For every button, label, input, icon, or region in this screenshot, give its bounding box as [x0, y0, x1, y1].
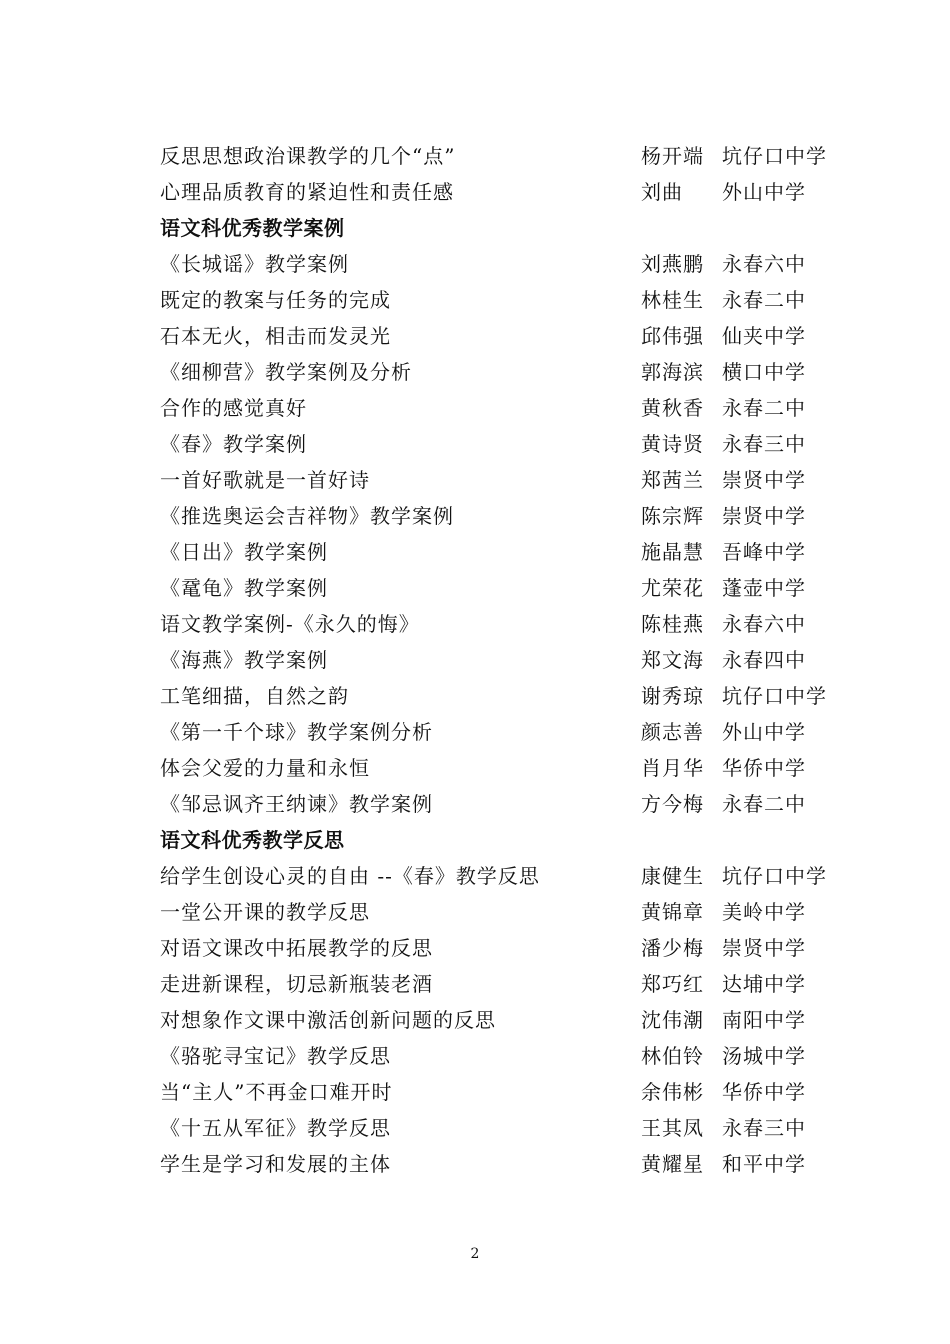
- school-name: 蓬壶中学: [722, 576, 806, 600]
- school-name: 崇贤中学: [722, 504, 806, 528]
- article-title: 一堂公开课的教学反思: [160, 900, 370, 924]
- author-name: 陈宗辉: [641, 504, 704, 528]
- school-name: 外山中学: [722, 720, 806, 744]
- list-item: [160, 570, 860, 606]
- list-item: [160, 354, 860, 390]
- author-name: 刘燕鹏: [641, 252, 704, 276]
- school-name: 和平中学: [722, 1152, 806, 1176]
- list-item: [160, 246, 860, 282]
- list-item: [160, 1038, 860, 1074]
- author-name: 林桂生: [641, 288, 704, 312]
- list-item: [160, 750, 860, 786]
- school-name: 吾峰中学: [722, 540, 806, 564]
- article-title: 《春》教学案例: [160, 432, 307, 456]
- list-item: [160, 894, 860, 930]
- list-item: [160, 462, 860, 498]
- author-name: 余伟彬: [641, 1080, 704, 1104]
- article-title: 反思思想政治课教学的几个“点”: [160, 144, 456, 168]
- article-title: 《海燕》教学案例: [160, 648, 328, 672]
- school-name: 坑仔口中学: [722, 144, 827, 168]
- author-name: 黄诗贤: [641, 432, 704, 456]
- article-title: 《推选奥运会吉祥物》教学案例: [160, 504, 454, 528]
- section-heading: 语文科优秀教学案例: [160, 216, 345, 240]
- article-title: 工笔细描，自然之韵: [160, 684, 349, 708]
- author-name: 沈伟潮: [641, 1008, 704, 1032]
- list-item: [160, 714, 860, 750]
- article-title: 对想象作文课中激活创新问题的反思: [160, 1008, 496, 1032]
- author-name: 刘曲: [641, 180, 683, 204]
- article-title: 体会父爱的力量和永恒: [160, 756, 370, 780]
- article-title: 合作的感觉真好: [160, 396, 307, 420]
- school-name: 永春二中: [722, 792, 806, 816]
- school-name: 崇贤中学: [722, 936, 806, 960]
- school-name: 华侨中学: [722, 1080, 806, 1104]
- school-name: 永春六中: [722, 252, 806, 276]
- author-name: 康健生: [641, 864, 704, 888]
- article-title: 语文教学案例-《永久的悔》: [160, 612, 420, 636]
- article-title: 走进新课程，切忌新瓶装老酒: [160, 972, 433, 996]
- school-name: 永春三中: [722, 432, 806, 456]
- list-item: [160, 1110, 860, 1146]
- school-name: 永春二中: [722, 396, 806, 420]
- article-title: 当“主人”不再金口难开时: [160, 1080, 393, 1104]
- list-item: [160, 858, 860, 894]
- author-name: 黄锦章: [641, 900, 704, 924]
- list-item: [160, 966, 860, 1002]
- author-name: 林伯铃: [641, 1044, 704, 1068]
- article-title: 学生是学习和发展的主体: [160, 1152, 391, 1176]
- article-title: 《细柳营》教学案例及分析: [160, 360, 412, 384]
- article-title: 给学生创设心灵的自由 --《春》教学反思: [160, 864, 540, 888]
- section-heading: 语文科优秀教学反思: [160, 828, 345, 852]
- article-title: 《鼋龟》教学案例: [160, 576, 328, 600]
- article-title: 《第一千个球》教学案例分析: [160, 720, 433, 744]
- author-name: 邱伟强: [641, 324, 704, 348]
- article-title: 《十五从军征》教学反思: [160, 1116, 391, 1140]
- school-name: 外山中学: [722, 180, 806, 204]
- list-item: [160, 174, 860, 210]
- list-item: [160, 282, 860, 318]
- school-name: 坑仔口中学: [722, 864, 827, 888]
- school-name: 华侨中学: [722, 756, 806, 780]
- school-name: 崇贤中学: [722, 468, 806, 492]
- author-name: 郑巧红: [641, 972, 704, 996]
- author-name: 尤荣花: [641, 576, 704, 600]
- list-item: [160, 138, 860, 174]
- author-name: 郑文海: [641, 648, 704, 672]
- author-name: 潘少梅: [641, 936, 704, 960]
- author-name: 颜志善: [641, 720, 704, 744]
- school-name: 仙夹中学: [722, 324, 806, 348]
- school-name: 永春三中: [722, 1116, 806, 1140]
- article-title: 《骆驼寻宝记》教学反思: [160, 1044, 391, 1068]
- list-item: [160, 606, 860, 642]
- list-item: [160, 390, 860, 426]
- article-title: 石本无火，相击而发灵光: [160, 324, 391, 348]
- author-name: 施晶慧: [641, 540, 704, 564]
- list-item: [160, 678, 860, 714]
- article-title: 心理品质教育的紧迫性和责任感: [160, 180, 454, 204]
- school-name: 永春二中: [722, 288, 806, 312]
- author-name: 黄耀星: [641, 1152, 704, 1176]
- article-title: 对语文课改中拓展教学的反思: [160, 936, 433, 960]
- list-item: [160, 930, 860, 966]
- article-title: 《邹忌讽齐王纳谏》教学案例: [160, 792, 433, 816]
- list-item: [160, 786, 860, 822]
- author-name: 方今梅: [641, 792, 704, 816]
- school-name: 美岭中学: [722, 900, 806, 924]
- list-item: [160, 534, 860, 570]
- article-title: 《长城谣》教学案例: [160, 252, 349, 276]
- author-name: 郑茜兰: [641, 468, 704, 492]
- list-item: [160, 1074, 860, 1110]
- list-item: [160, 642, 860, 678]
- school-name: 永春四中: [722, 648, 806, 672]
- author-name: 谢秀琼: [641, 684, 704, 708]
- list-item: [160, 426, 860, 462]
- article-title: 《日出》教学案例: [160, 540, 328, 564]
- school-name: 汤城中学: [722, 1044, 806, 1068]
- author-name: 陈桂燕: [641, 612, 704, 636]
- author-name: 王其凤: [641, 1116, 704, 1140]
- school-name: 达埔中学: [722, 972, 806, 996]
- author-name: 杨开端: [641, 144, 704, 168]
- author-name: 郭海滨: [641, 360, 704, 384]
- list-item: [160, 498, 860, 534]
- article-title: 既定的教案与任务的完成: [160, 288, 391, 312]
- school-name: 坑仔口中学: [722, 684, 827, 708]
- school-name: 永春六中: [722, 612, 806, 636]
- contents-list: [160, 138, 860, 1182]
- author-name: 黄秋香: [641, 396, 704, 420]
- list-item: [160, 1002, 860, 1038]
- article-title: 一首好歌就是一首好诗: [160, 468, 370, 492]
- list-item: [160, 318, 860, 354]
- school-name: 南阳中学: [722, 1008, 806, 1032]
- page-number: 2: [470, 1246, 480, 1262]
- author-name: 肖月华: [641, 756, 704, 780]
- school-name: 横口中学: [722, 360, 806, 384]
- list-item: [160, 1146, 860, 1182]
